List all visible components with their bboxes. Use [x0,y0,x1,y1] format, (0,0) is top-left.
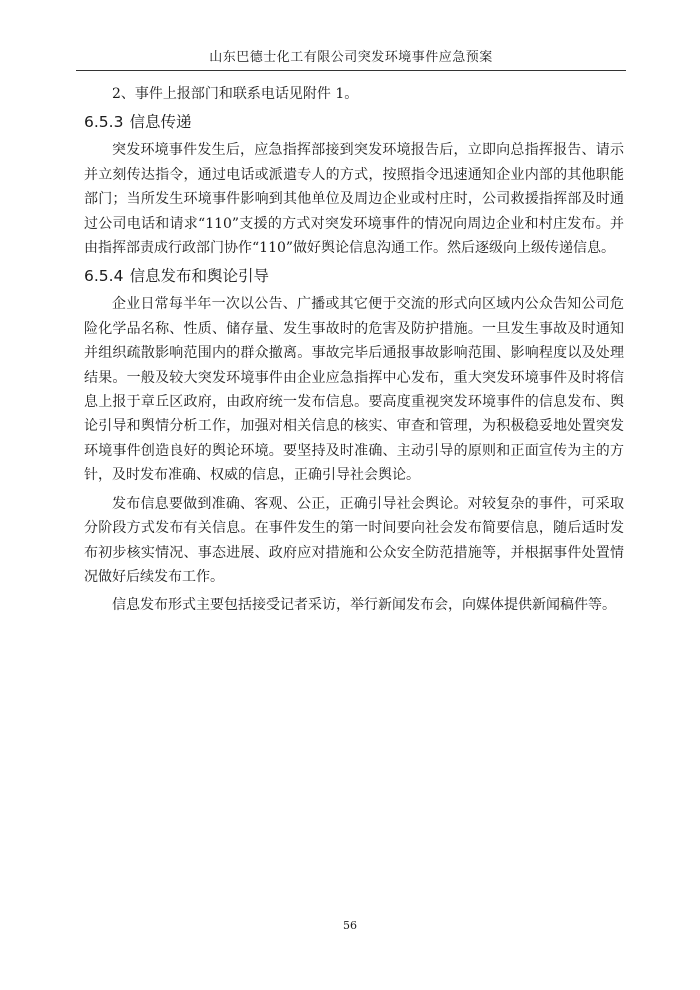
section-title: 信息传递 [129,113,192,132]
page-number: 56 [343,919,357,932]
paragraph-info-release-1: 企业日常每半年一次以公告、广播或其它便于交流的形式向区域内公众告知公司危险化学品名称、性质、储存量、发生事故时的危害及防护措施。一旦发生事故及时通知并组织疏散影响范围内的群众撤离。事故完毕后通报事故影响范围、影响程度以及处理结果。一般及较大突发环境事件由企业应急指挥中心发布，重大突发环境事件及时将信息上报于章丘区政府，由政府统一发布信息。要高度重视突发环境事件的信息发布、舆论引导和舆情分析工作，加强对相关信息的核实、审查和管理，为积极稳妥地处置突发环境事件创造良好的舆论环境。要坚持及时准确、主动引导的原则和正面宣传为主的方针，及时发布准确、权威的信息，正确引导社会舆论。 [84,296,624,484]
section-title: 信息发布和舆论引导 [129,267,269,286]
paragraph-info-release-3: 信息发布形式主要包括接受记者采访，举行新闻发布会，向媒体提供新闻稿件等。 [112,597,616,614]
page-content [84,80,624,618]
section-number: 6.5.3 [84,113,124,132]
section-heading-6-5-4 [84,263,624,289]
header-title: 山东巴德士化工有限公司突发环境事件应急预案 [209,50,493,65]
paragraph-info-transmission: 突发环境事件发生后，应急指挥部接到突发环境报告后，立即向总指挥报告、请示并立刻传达指令，通过电话或派遣专人的方式，按照指令迅速通知企业内部的其他职能部门；当所发生环境事件影响到其他单位及周边企业或村庄时，公司救援指挥部及时通过公司电话和请求“110”支援的方式对突发环境事件的情况向周边企业和村庄发布。并由指挥部责成行政部门协作“110”做好舆论信息沟通工作。然后逐级向上级传递信息。 [84,142,624,257]
intro-paragraph: 2、事件上报部门和联系电话见附件 1。 [112,86,359,102]
section-heading-6-5-3 [84,109,624,135]
page-footer [0,919,700,933]
page-header [76,48,626,71]
section-number: 6.5.4 [84,267,124,286]
paragraph-info-release-2: 发布信息要做到准确、客观、公正，正确引导社会舆论。对较复杂的事件，可采取分阶段方式发布有关信息。在事件发生的第一时间要向社会发布简要信息，随后适时发布初步核实情况、事态进展、政府应对措施和公众安全防范措施等，并根据事件处置情况做好后续发布工作。 [84,495,624,585]
